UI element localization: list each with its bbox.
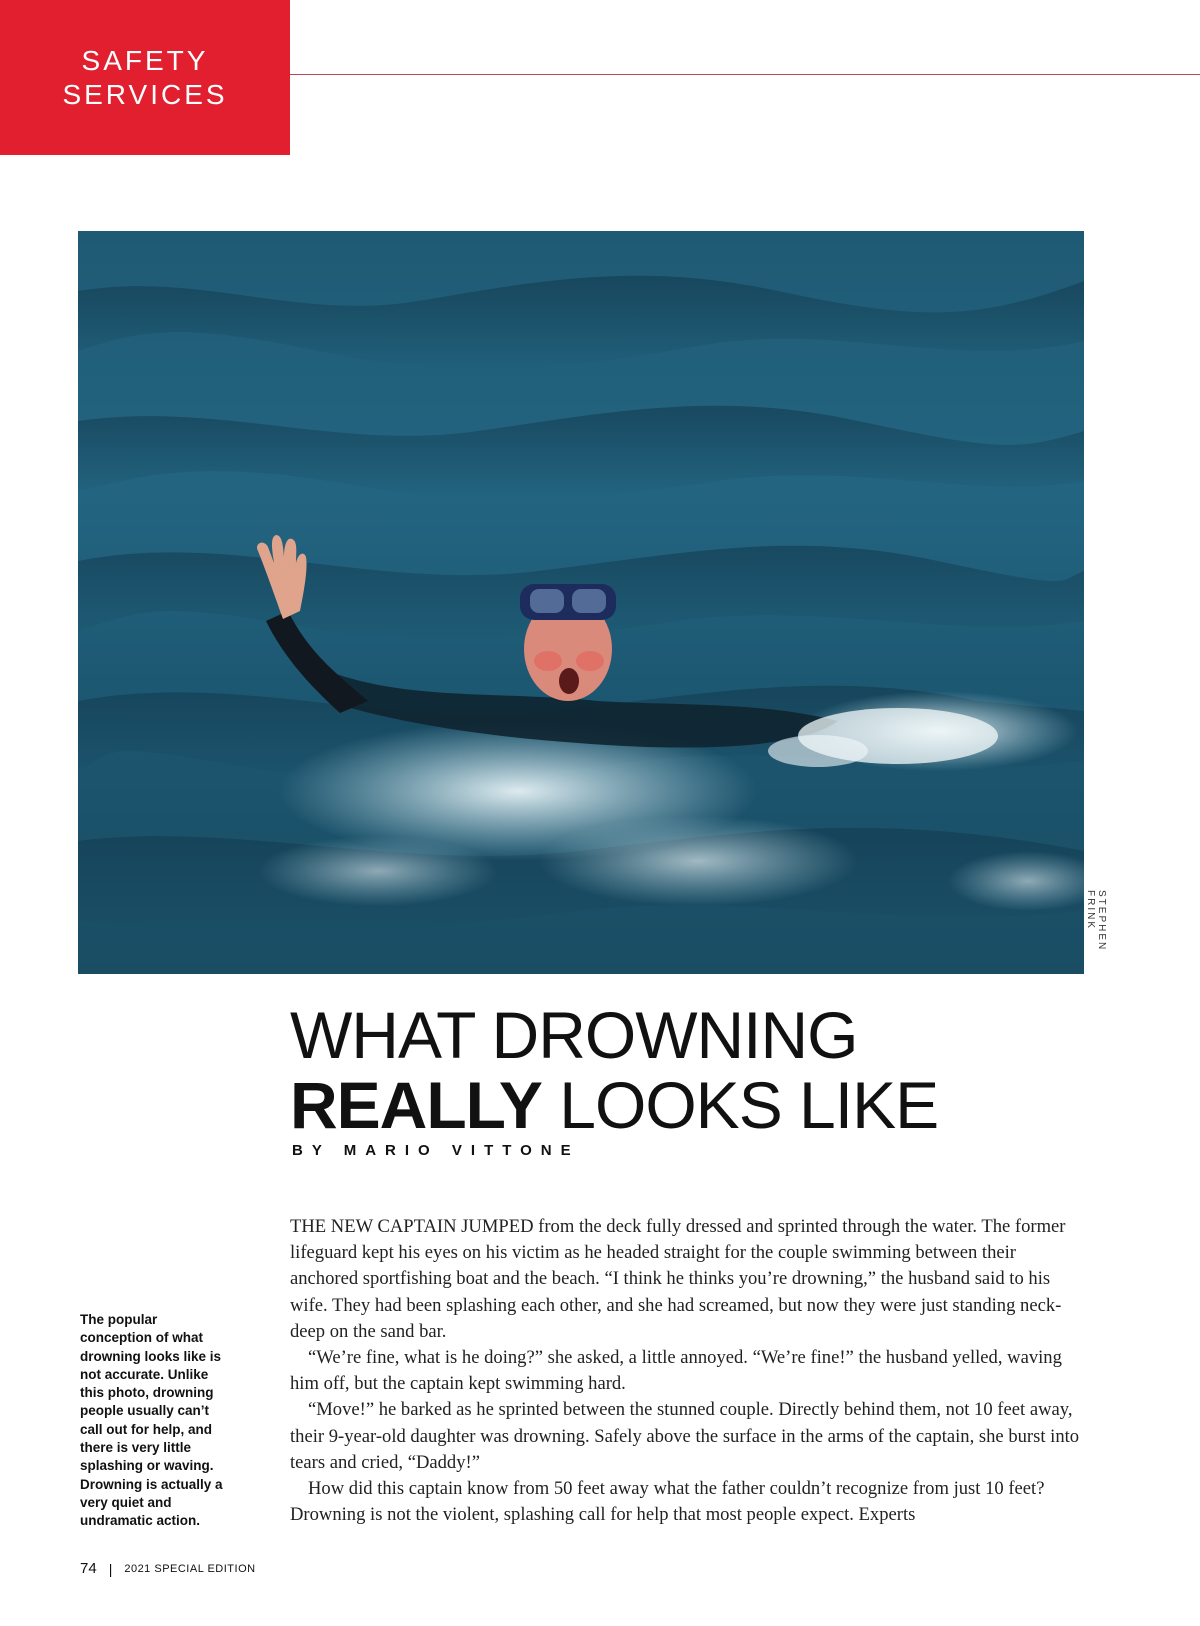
section-label-line2: SERVICES [62, 78, 228, 110]
body-paragraph-1 [290, 1214, 1085, 1345]
headline-line2 [290, 1070, 1050, 1140]
footer-separator: | [108, 1560, 113, 1577]
headline-line2-rest: LOOKS LIKE [541, 1068, 939, 1142]
lead-in: THE NEW CAPTAIN JUMPED [290, 1216, 534, 1237]
headline-line1: WHAT DROWNING [290, 998, 858, 1072]
body-paragraph-2: “We’re fine, what is he doing?” she asked, a little annoyed. “We’re fine!” the husband yelled, waving him off, but the captain kept swimming hard. [290, 1347, 1062, 1395]
body-paragraph-4: How did this captain know from 50 feet away what the father couldn’t recognize from just 10 feet? Drowning is not the violent, splashing call for help that most people expect. Experts [290, 1478, 1045, 1526]
page-number: 74 [80, 1560, 97, 1577]
body-paragraph-1-text: from the deck fully dressed and sprinted through the water. The former lifeguard kept his eyes on his victim as he headed straight for the couple swimming between their anchored sportfishing boat and the beach. “I think he thinks you’re drowning,” the husband said to his wife. They had been splashing each other, and she had screamed, but now they were just standing neck-deep on the sand bar. [290, 1216, 1066, 1342]
photo-credit: STEPHEN FRINK [1085, 890, 1107, 952]
article-body [290, 1214, 1085, 1528]
article-headline [290, 1000, 1050, 1140]
hero-photo [78, 231, 1084, 974]
edition-label: 2021 SPECIAL EDITION [124, 1562, 256, 1575]
header-rule [290, 74, 1200, 75]
headline-emphasis: REALLY [290, 1068, 542, 1142]
photo-caption: The popular conception of what drowning looks like is not accurate. Unlike this photo, drowning people usually can’t call out for help, and there is very little splashing or waving. Drowning is actually a very quiet and undramatic action. [80, 1312, 223, 1529]
drowning-swimmer-illustration [78, 231, 1084, 974]
byline: BY MARIO VITTONE [292, 1142, 580, 1159]
section-label-line1: SAFETY [81, 44, 209, 76]
section-tab [0, 0, 290, 155]
page-footer [80, 1560, 256, 1577]
body-paragraph-3: “Move!” he barked as he sprinted between the stunned couple. Directly behind them, not 10 feet away, their 9-year-old daughter was drowning. Safely above the surface in the arms of the captain, she burst into tears and cried, “Daddy!” [290, 1399, 1080, 1473]
